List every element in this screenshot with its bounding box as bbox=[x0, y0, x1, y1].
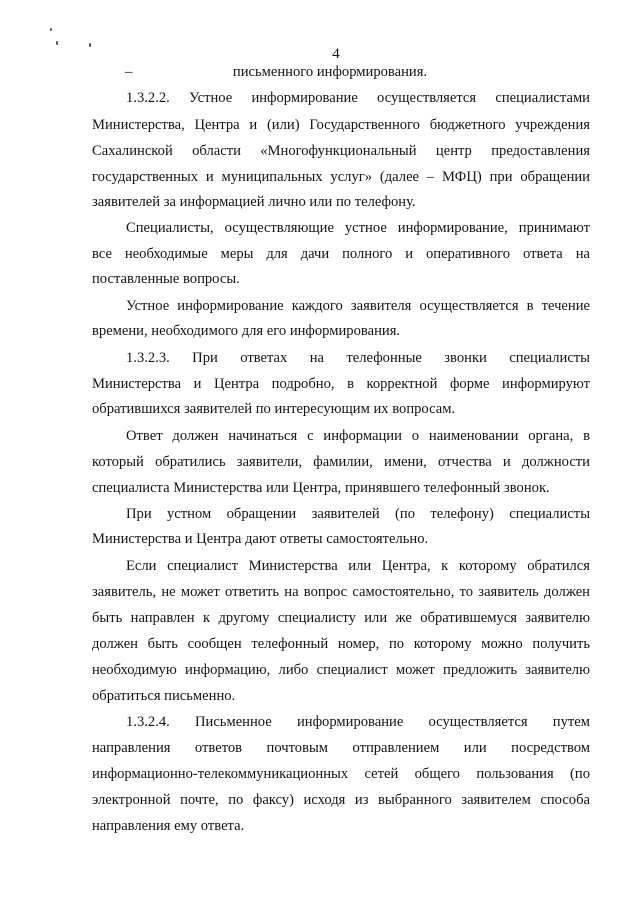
text-line: времени, необходимого для его информирования. bbox=[92, 323, 401, 339]
text-line: 1.3.2.2. Устное информирование осуществляется специалистами bbox=[126, 90, 590, 106]
text-line: При устном обращении заявителей (по телефону) специалисты bbox=[126, 506, 590, 522]
text-line: Министерства и Центра подробно, в корректной форме информируют bbox=[92, 376, 590, 392]
text-line: все необходимые меры для дачи полного и оперативного ответа на bbox=[92, 246, 590, 262]
scan-speck bbox=[50, 28, 52, 31]
text-line: должен быть сообщен телефонный номер, по которому можно получить bbox=[92, 636, 590, 652]
text-line: который обратились заявители, фамилии, имени, отчества и должности bbox=[92, 454, 590, 470]
text-line: информационно-телекоммуникационных сетей общего пользования (по bbox=[92, 766, 590, 782]
dash-mark: – bbox=[125, 64, 133, 80]
text-line: Специалисты, осуществляющие устное информирование, принимают bbox=[126, 220, 590, 236]
text-line: 1.3.2.4. Письменное информирование осуществляется путем bbox=[126, 714, 590, 730]
text-line: поставленные вопросы. bbox=[92, 271, 240, 287]
text-line: Министерства, Центра и (или) Государственного бюджетного учреждения bbox=[92, 117, 590, 133]
text-line: электронной почте, по факсу) исходя из выбранного заявителем способа bbox=[92, 792, 590, 808]
page-number: 4 bbox=[332, 46, 340, 62]
text-line: обратиться письменно. bbox=[92, 688, 236, 704]
text-line: государственных и муниципальных услуг» (далее – МФЦ) при обращении bbox=[92, 169, 590, 185]
text-line: Сахалинской области «Многофункциональный центр предоставления bbox=[92, 143, 590, 159]
text-line: обратившихся заявителей по интересующим их вопросам. bbox=[92, 401, 456, 417]
text-line: Ответ должен начинаться с информации о наименовании органа, в bbox=[126, 428, 590, 444]
text-line: Министерства и Центра дают ответы самостоятельно. bbox=[92, 531, 429, 547]
text-line: специалиста Министерства или Центра, принявшего телефонный звонок. bbox=[92, 480, 550, 496]
text-line: Если специалист Министерства или Центра, к которому обратился bbox=[126, 558, 590, 574]
text-line: Устное информирование каждого заявителя осуществляется в течение bbox=[126, 298, 590, 314]
text-line: направления ответов почтовым отправлением или посредством bbox=[92, 740, 590, 756]
text-line: письменного информирования. bbox=[232, 64, 428, 80]
text-line: направления ему ответа. bbox=[92, 818, 245, 834]
text-line: быть направлен к другому специалисту или же обратившемуся заявителю bbox=[92, 610, 590, 626]
text-line: заявителей за информацией лично или по телефону. bbox=[92, 194, 416, 210]
text-line: необходимую информацию, либо специалист может предложить заявителю bbox=[92, 662, 590, 678]
scan-speck bbox=[89, 43, 91, 47]
text-line: заявитель, не может ответить на вопрос самостоятельно, то заявитель должен bbox=[92, 584, 590, 600]
text-line: 1.3.2.3. При ответах на телефонные звонки специалисты bbox=[126, 350, 590, 366]
scan-speck bbox=[56, 41, 58, 45]
